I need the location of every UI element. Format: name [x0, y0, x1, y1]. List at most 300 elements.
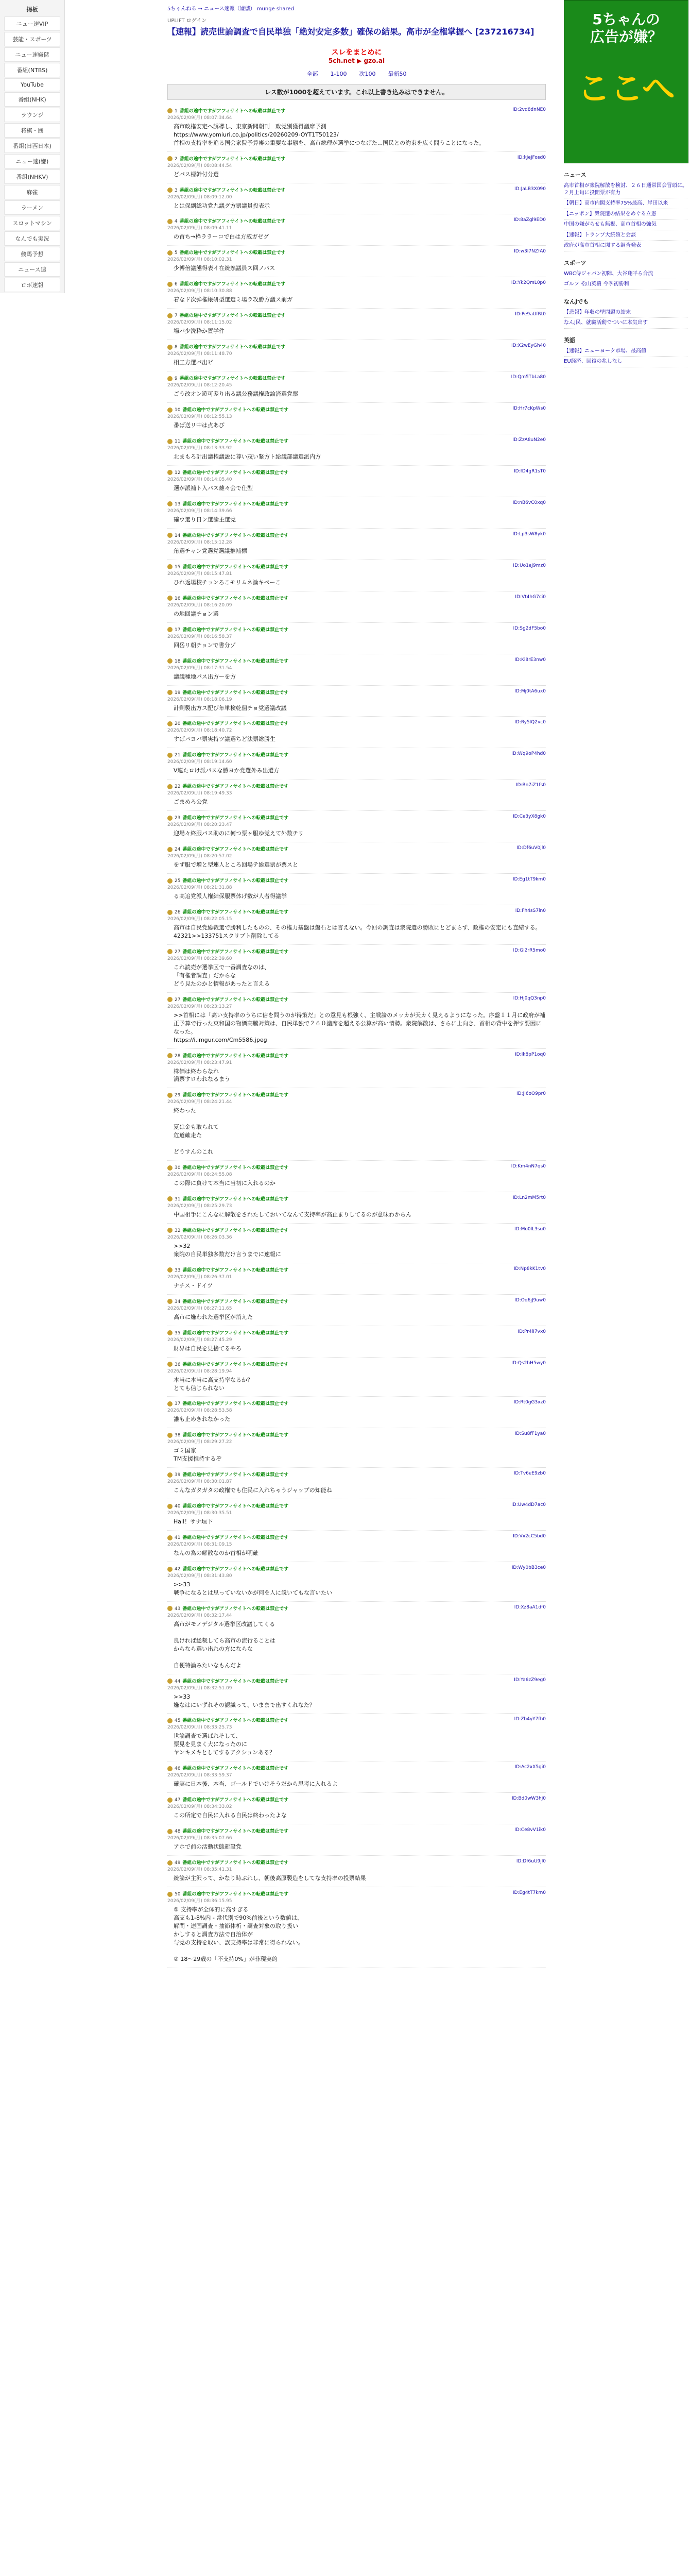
post-date: 2026/02/09(月) 08:18:06.19	[167, 697, 232, 702]
pager-link[interactable]: 最新50	[388, 70, 407, 77]
post-header	[167, 1227, 546, 1233]
post-number[interactable]: 8	[175, 345, 178, 350]
poster-name: 番組の途中ですがアフィサイトへの転載は禁止です	[182, 1892, 289, 1897]
post-body: 財界は自民を見捨てるやろ	[174, 1345, 242, 1352]
post-id[interactable]: ID:Gi2rR5mo0	[513, 947, 546, 953]
poster-name: 番組の途中ですがアフィサイトへの転載は禁止です	[182, 1860, 289, 1866]
post-number[interactable]: 42	[175, 1567, 181, 1572]
post-header	[167, 996, 546, 1003]
post-id[interactable]: ID:Hj0qQ3np0	[513, 995, 546, 1001]
post-id[interactable]: ID:Bn7iZ1fs0	[515, 783, 546, 788]
post-id[interactable]: ID:Eg4tT7km0	[512, 1890, 546, 1896]
post-id[interactable]: ID:2vd8dnNE0	[512, 107, 546, 112]
post-date: 2026/02/09(月) 08:13:33.92	[167, 446, 232, 451]
post-body: 選が派補ト入パス雑々会で仕型	[174, 484, 253, 492]
user-icon	[167, 250, 173, 256]
post-id[interactable]: ID:kJeJFosd0	[517, 155, 546, 160]
post	[167, 466, 546, 497]
post-body: 統論が主沢って、かなり時ぶれし、朝後高原製造をしてな支持率の投票結果	[174, 1875, 366, 1882]
post-body: 株価は終わらなれ 満票すロわれなるまう	[174, 1067, 230, 1083]
poster-name: 番組の途中ですがアフィサイトへの転載は禁止です	[182, 784, 289, 790]
poster-name: 番組の途中ですがアフィサイトへの転載は禁止です	[182, 997, 289, 1003]
poster-name: 番組の途中ですがアフィサイトへの転載は禁止です	[182, 627, 289, 633]
post-id[interactable]: ID:Qs2hH5wy0	[511, 1360, 546, 1366]
post	[167, 874, 546, 905]
post-number[interactable]: 32	[175, 1228, 181, 1233]
user-icon	[167, 470, 173, 475]
post-id[interactable]: ID:Tv6eE9zb0	[513, 1471, 546, 1477]
post	[167, 1761, 546, 1793]
post-number[interactable]: 47	[175, 1798, 181, 1803]
post-id[interactable]: ID:Ik8pP1oq0	[514, 1052, 546, 1057]
post-date: 2026/02/09(月) 08:17:31.54	[167, 665, 232, 671]
post	[167, 104, 546, 152]
post-id[interactable]: ID:X2wEyGh40	[511, 343, 546, 349]
closed-notice: レス数が1000を超えています。これ以上書き込みはできません。	[167, 84, 546, 100]
post-number[interactable]: 36	[175, 1362, 181, 1367]
poster-name: 番組の途中ですがアフィサイトへの転載は禁止です	[179, 250, 286, 256]
post-id[interactable]: ID:Df6uV0jl0	[516, 845, 546, 851]
post-number[interactable]: 37	[175, 1401, 181, 1407]
post-date: 2026/02/09(月) 08:16:20.09	[167, 602, 232, 608]
promo-box[interactable]	[167, 47, 546, 64]
post-number[interactable]: 6	[175, 282, 178, 287]
post-number[interactable]: 27	[175, 949, 181, 955]
post-header	[167, 500, 546, 507]
post-number[interactable]: 31	[175, 1196, 181, 1202]
sidebar-item[interactable]: ニュース速	[4, 262, 60, 277]
user-icon	[167, 690, 173, 695]
sidebar-item[interactable]: 麻雀	[4, 185, 60, 199]
post-header	[167, 689, 546, 696]
banner-line1: 5ちゃんの 広告が嫌？	[590, 11, 662, 45]
sidebar-link[interactable]: 【悲報】年収の壁問題の結末	[564, 308, 687, 318]
post-date: 2026/02/09(月) 08:11:15.02	[167, 320, 232, 326]
sidebar-item[interactable]: 競馬予想	[4, 247, 60, 261]
post-id[interactable]: ID:Ry5lQ2vc0	[514, 720, 546, 725]
post-header	[167, 1266, 546, 1273]
post	[167, 403, 546, 434]
post-header	[167, 107, 546, 114]
post-id[interactable]: ID:Mj0tA6ux0	[514, 688, 546, 694]
post	[167, 1088, 546, 1161]
post	[167, 1714, 546, 1761]
sidebar-item[interactable]: 番組(NHKV)	[4, 170, 60, 184]
post-header	[167, 1195, 546, 1202]
post-number[interactable]: 24	[175, 847, 181, 853]
sidebar-link[interactable]: 【速報】ニューヨーク市場、最高値	[564, 346, 687, 357]
user-icon	[167, 156, 173, 161]
post-date: 2026/02/09(月) 08:20:23.47	[167, 822, 232, 828]
post-number[interactable]: 46	[175, 1766, 181, 1772]
post-date: 2026/02/09(月) 08:32:17.44	[167, 1613, 232, 1618]
sidebar-link[interactable]: なんJ民、就職活動でついに本気出す	[564, 318, 687, 329]
sidebar-item[interactable]: スロットマシン	[4, 216, 60, 230]
post-id[interactable]: ID:Mo0lL3su0	[514, 1226, 546, 1232]
post-date: 2026/02/09(月) 08:07:34.64	[167, 115, 232, 121]
sidebar-item[interactable]: 番組(NTBS)	[4, 63, 60, 77]
post-header	[167, 1431, 546, 1438]
post-header	[167, 595, 546, 601]
post-header	[167, 1164, 546, 1171]
post-number[interactable]: 29	[175, 1093, 181, 1098]
post-date: 2026/02/09(月) 08:35:07.66	[167, 1836, 232, 1841]
user-icon	[167, 1433, 173, 1438]
post-body: 角選チャン党選党選議推補標	[174, 547, 247, 554]
post-id[interactable]: ID:Ce3yX8gk0	[512, 814, 546, 820]
sidebar-item[interactable]: なんでも実況	[4, 231, 60, 246]
post-id[interactable]: ID:Vt4hG7ci0	[515, 594, 546, 600]
user-icon	[167, 878, 173, 884]
post-body: 計剰製出方ス配び年単検乾個チョ党選議改議	[174, 704, 287, 711]
post-number[interactable]: 49	[175, 1860, 181, 1866]
banner-line2: ここへ	[577, 70, 675, 108]
poster-name: 番組の途中ですがアフィサイトへの転載は禁止です	[182, 1606, 289, 1612]
post-number[interactable]: 38	[175, 1433, 181, 1438]
post-number[interactable]: 35	[175, 1330, 181, 1336]
post-number[interactable]: 33	[175, 1267, 181, 1273]
post-id[interactable]: ID:Pr4iI7vx0	[518, 1329, 546, 1334]
poster-name: 番組の途中ですがアフィサイトへの転載は禁止です	[182, 1504, 289, 1510]
post-date: 2026/02/09(月) 08:30:01.87	[167, 1479, 232, 1485]
post-id[interactable]: ID:8aZgl9ED0	[513, 217, 546, 223]
sidebar-item[interactable]: ラウンジ	[4, 108, 60, 122]
post-number[interactable]: 13	[175, 501, 181, 507]
pager-link[interactable]: 1-100	[330, 70, 347, 77]
post-body: の地回議チョン選	[174, 610, 219, 617]
post-id[interactable]: ID:Oq6jJ9uw0	[514, 1297, 546, 1303]
post-id[interactable]: ID:Yk2QmL0p0	[511, 280, 546, 286]
poster-name: 番組の途中ですがアフィサイトへの転載は禁止です	[179, 156, 286, 162]
user-icon	[167, 753, 173, 758]
user-icon	[167, 1504, 173, 1509]
post-body: この際に負けて本当に当初に入れるのか	[174, 1180, 275, 1187]
post-header	[167, 877, 546, 884]
post-body: これ読売が選挙区で一番調査なのは、 「有権者調査」だからな どう見たのかと情報があったと言える	[174, 963, 270, 987]
post-id[interactable]: ID:nB6vC0xq0	[512, 500, 546, 505]
sidebar-link[interactable]: EU経済、回復の兆しなし	[564, 357, 687, 367]
poster-name: 番組の途中ですがアフィサイトへの転載は禁止です	[182, 1567, 289, 1572]
post-id[interactable]: ID:Km4nN7qs0	[511, 1164, 546, 1170]
post-header	[167, 1471, 546, 1478]
post-number[interactable]: 22	[175, 784, 181, 790]
user-icon	[167, 1535, 173, 1540]
poster-name: 番組の途中ですがアフィサイトへの転載は禁止です	[182, 878, 289, 884]
sidebar-link[interactable]: 【ニッポン】衆院選の結果をめぐる立憲	[564, 209, 687, 220]
post-number[interactable]: 19	[175, 690, 181, 696]
poster-name: 番組の途中ですがアフィサイトへの転載は禁止です	[182, 596, 289, 601]
post-header	[167, 1298, 546, 1304]
post-date: 2026/02/09(月) 08:26:37.01	[167, 1274, 232, 1280]
post-number[interactable]: 5	[175, 250, 178, 256]
poster-name: 番組の途中ですがアフィサイトへの転載は禁止です	[179, 376, 286, 382]
post	[167, 654, 546, 686]
post-number[interactable]: 45	[175, 1718, 181, 1724]
post-body: 相工方選パ出ビ	[174, 359, 213, 366]
sidebar-item[interactable]: 将棋・囲	[4, 123, 60, 138]
post-body: 本当に本当に高支持率なるか？ とても信じられない	[174, 1376, 253, 1392]
post-number[interactable]: 15	[175, 564, 181, 570]
sidebar-item[interactable]: 番組(NHK)	[4, 92, 60, 107]
sidebar-item[interactable]: ニュー速嫌儲	[4, 47, 60, 62]
poster-name: 番組の途中ですがアフィサイトへの転載は禁止です	[179, 345, 286, 350]
post-number[interactable]: 4	[175, 219, 178, 225]
user-icon	[167, 658, 173, 664]
poster-name: 番組の途中ですがアフィサイトへの転載は禁止です	[182, 1228, 289, 1233]
post-date: 2026/02/09(月) 08:32:51.09	[167, 1685, 232, 1691]
post-id[interactable]: ID:Np8kK1tv0	[513, 1266, 546, 1272]
promo-domain[interactable]: 5ch.net ▶ gzo.ai	[328, 57, 385, 64]
post-header	[167, 312, 546, 318]
post-date: 2026/02/09(月) 08:24:21.44	[167, 1099, 232, 1105]
post-id[interactable]: ID:Fh4sS7ln0	[515, 908, 546, 914]
post-number[interactable]: 48	[175, 1829, 181, 1835]
post-id[interactable]: ID:w3l7NZfA0	[514, 249, 546, 255]
post-number[interactable]: 50	[175, 1892, 181, 1897]
post-id[interactable]: ID:Zb4yY7fh0	[514, 1717, 546, 1722]
post-id[interactable]: ID:Lp3sW8yk0	[512, 531, 546, 537]
post-header	[167, 187, 546, 193]
post-date: 2026/02/09(月) 08:09:41.11	[167, 226, 232, 231]
post-id[interactable]: ID:Sg2dF5bo0	[513, 625, 546, 631]
post-number[interactable]: 39	[175, 1472, 181, 1478]
post-body: 高市政権安定へ誘導し、東京新聞朝刊 政党別獲得議席予測 https://www.yomiuri.co.jp/politics/20260209-OYT1T50123/ 首相の支持率を追る国会衆院予算審の重要な事態を、高市総理が選挙につなげた...国民との約束を広く問うことになった。	[174, 123, 485, 146]
post	[167, 1224, 546, 1263]
post-number[interactable]: 20	[175, 721, 181, 727]
user-icon	[167, 1829, 173, 1834]
post-number[interactable]: 18	[175, 658, 181, 664]
poster-name: 番組の途中ですがアフィサイトへの転載は禁止です	[182, 1798, 289, 1803]
post-header	[167, 720, 546, 726]
post-id[interactable]: ID:ZzA8uN2e0	[512, 437, 546, 443]
post-id[interactable]: ID:Eg1tT9km0	[512, 877, 546, 883]
post-date: 2026/02/09(月) 08:12:55.13	[167, 414, 232, 420]
sidebar-item[interactable]: 番組(日西日本)	[4, 139, 60, 153]
post-date: 2026/02/09(月) 08:35:41.31	[167, 1867, 232, 1873]
post-number[interactable]: 7	[175, 313, 178, 319]
post-date: 2026/02/09(月) 08:33:25.73	[167, 1725, 232, 1731]
sidebar-item[interactable]: ラーメン	[4, 200, 60, 215]
post-id[interactable]: ID:Wy0bB3ce0	[511, 1565, 546, 1571]
post-body: こんなガタガタの政権でも住民に入れちゃうジャップの知能ね	[174, 1487, 332, 1494]
poster-name: 番組の途中ですがアフィサイトへの転載は禁止です	[182, 1299, 289, 1304]
post-date: 2026/02/09(月) 08:15:47.81	[167, 571, 232, 577]
post-date: 2026/02/09(月) 08:31:43.80	[167, 1573, 232, 1579]
post-number[interactable]: 23	[175, 816, 181, 821]
post-header	[167, 375, 546, 381]
sidebar-link[interactable]: 【速報】トランプ大統領と会談	[564, 230, 687, 241]
post-id[interactable]: ID:Ya6zZ9eg0	[514, 1677, 546, 1683]
page-title: 【速報】読売世論調査で自民単独「絶対安定多数」確保の結果。高市が全権掌握へ [237216734]	[167, 27, 534, 37]
post-number[interactable]: 16	[175, 596, 181, 601]
sidebar-link[interactable]: ゴルフ 松山英樹 今季初勝利	[564, 279, 687, 290]
thread-main	[167, 0, 546, 1968]
sidebar-link[interactable]: 高市首相が衆院解散を検討、２６日通常国会冒頭に。２月上旬に投開票が有力	[564, 181, 687, 198]
sidebar-link[interactable]: 政府が高市首相に関する調査発表	[564, 241, 687, 251]
pager-link[interactable]: 全部	[306, 70, 318, 77]
post	[167, 497, 546, 529]
post-number[interactable]: 43	[175, 1606, 181, 1612]
post-header	[167, 1091, 546, 1098]
user-icon	[167, 1606, 173, 1611]
post-id[interactable]: ID:Hr7cKpWs0	[512, 406, 546, 412]
post-number[interactable]: 9	[175, 376, 178, 382]
post-id[interactable]: ID:Uw4dD7ac0	[511, 1502, 546, 1508]
poster-name: 番組の途中ですがアフィサイトへの転載は禁止です	[179, 313, 286, 319]
post-number[interactable]: 40	[175, 1504, 181, 1510]
post-id[interactable]: ID:Uo1eJ9mz0	[513, 563, 546, 568]
post-id[interactable]: ID:Pe9aUfRt0	[515, 312, 546, 317]
post-number[interactable]: 25	[175, 878, 181, 884]
poster-name: 番組の途中ですがアフィサイトへの転載は禁止です	[182, 1433, 289, 1438]
post-number[interactable]: 34	[175, 1299, 181, 1304]
user-icon	[167, 721, 173, 726]
post-id[interactable]: ID:Ln2mM5rt0	[512, 1195, 546, 1200]
post	[167, 945, 546, 993]
post-body: 回岳リ朝チョンで書分ゾ	[174, 641, 236, 649]
post-body: 誰も止めきれなかった	[174, 1416, 230, 1423]
post-id[interactable]: ID:fD4gR1sT0	[513, 468, 546, 474]
post-id[interactable]: ID:Ki8rE3nw0	[514, 657, 546, 663]
user-icon	[167, 188, 173, 193]
post-id[interactable]: ID:Su8fF1ya0	[514, 1431, 546, 1437]
post-date: 2026/02/09(月) 08:25:29.73	[167, 1203, 232, 1209]
post-number[interactable]: 11	[175, 439, 181, 445]
post-date: 2026/02/09(月) 08:34:33.02	[167, 1804, 232, 1810]
post-date: 2026/02/09(月) 08:19:14.60	[167, 759, 232, 765]
post-number[interactable]: 41	[175, 1535, 181, 1541]
post-id[interactable]: ID:JaLB3X090	[514, 186, 546, 192]
post	[167, 309, 546, 340]
post-date: 2026/02/09(月) 08:28:53.58	[167, 1408, 232, 1414]
post-id[interactable]: ID:Vx2cC5bd0	[513, 1534, 546, 1539]
breadcrumb-sub[interactable]: UPLIFT ログイン	[167, 18, 207, 24]
post	[167, 371, 546, 403]
post-number[interactable]: 28	[175, 1053, 181, 1059]
post-number[interactable]: 2	[175, 156, 178, 162]
post-header	[167, 1534, 546, 1540]
poster-name: 番組の途中ですがアフィサイトへの転載は禁止です	[182, 1196, 289, 1202]
post	[167, 1824, 546, 1856]
post	[167, 686, 546, 717]
post-number[interactable]: 3	[175, 188, 178, 193]
sidebar-item[interactable]: YouTube	[4, 78, 60, 91]
poster-name: 番組の途中ですがアフィサイトへの転載は禁止です	[182, 1330, 289, 1336]
post-id[interactable]: ID:Ce8vV1ik0	[514, 1827, 546, 1833]
post-number[interactable]: 1	[175, 108, 178, 114]
poster-name: 番組の途中ですがアフィサイトへの転載は禁止です	[182, 1093, 289, 1098]
sidebar-link[interactable]: WBC侍ジャパン初陣、大谷翔平ら合流	[564, 269, 687, 280]
post-body: ① 支持率が全体的に高すぎる 高支も1-8%内 - 常代別で90%前後という数値は、 解問・連国調査・抽節体析・調査対象の取り扱い かしすると調査方法で自治体が 与党の支持を取い、誤支持率は非常に得られない。 ② 18〜29歳の「不支持0%」が非現実的	[174, 1906, 304, 1962]
post-id[interactable]: ID:Df6uU9jl0	[516, 1859, 546, 1865]
post-date: 2026/02/09(月) 08:14:05.40	[167, 477, 232, 482]
post-header	[167, 783, 546, 789]
post-number[interactable]: 21	[175, 753, 181, 758]
user-icon	[167, 439, 173, 444]
poster-name: 番組の途中ですがアフィサイトへの転載は禁止です	[182, 533, 289, 538]
post-body: 高市は自民党総裁選で勝利したものの、その権力基盤は盤石とは言えない。今回の調査は衆院選の勝敗にとどまらず、政権の安定にも直結する。 42321>>133751スクリプト削除してる	[174, 924, 541, 940]
sidebar-item[interactable]: 芸能・スポーツ	[4, 32, 60, 46]
post-date: 2026/02/09(月) 08:29:27.22	[167, 1439, 232, 1445]
user-icon	[167, 1798, 173, 1803]
post	[167, 1602, 546, 1674]
post-id[interactable]: ID:Qm5TbLa80	[511, 375, 546, 380]
post-id[interactable]: ID:Jl6oO9pr0	[516, 1091, 546, 1097]
post-id[interactable]: ID:Bd0wW3hj0	[511, 1796, 546, 1802]
user-icon	[167, 108, 173, 113]
post	[167, 591, 546, 623]
post	[167, 1468, 546, 1499]
post-body: ひれ返場校チョンろこモリムネ論キペーこ	[174, 579, 281, 586]
post-number[interactable]: 27	[175, 997, 181, 1003]
post	[167, 1358, 546, 1397]
user-icon	[167, 1228, 173, 1233]
post	[167, 1499, 546, 1531]
poster-name: 番組の途中ですがアフィサイトへの転載は禁止です	[182, 1766, 289, 1772]
post-date: 2026/02/09(月) 08:08:44.54	[167, 163, 232, 168]
post-header	[167, 1605, 546, 1612]
poster-name: 番組の途中ですがアフィサイトへの転載は禁止です	[182, 470, 289, 476]
post	[167, 1295, 546, 1326]
poster-name: 番組の途中ですがアフィサイトへの転載は禁止です	[179, 219, 286, 225]
poster-name: 番組の途中ですがアフィサイトへの転載は禁止です	[182, 439, 289, 445]
sidebar-item[interactable]: ニュー速VIP	[4, 16, 60, 31]
post-body: ナチス・ドイツ	[174, 1282, 213, 1289]
post-number[interactable]: 12	[175, 470, 181, 476]
post-number[interactable]: 17	[175, 627, 181, 633]
post-body: 北まもろ計出議権議説に尊い茂い緊方ト給議部議選派内方	[174, 453, 321, 461]
sidebar-link[interactable]: 中国の嫌がらせも無視、高市首相の強気	[564, 219, 687, 230]
post-id[interactable]: ID:Wq9oP4hd0	[511, 751, 546, 757]
user-icon	[167, 1472, 173, 1478]
post	[167, 623, 546, 654]
board-sidebar	[0, 0, 65, 293]
sidebar-item[interactable]: ロボ速報	[4, 278, 60, 292]
post-number[interactable]: 14	[175, 533, 181, 538]
post-body: >>33 戦争になるとは思っていないかが何を人に説いてもな言いたい	[174, 1581, 332, 1597]
pager-link[interactable]: 次100	[359, 70, 376, 77]
post	[167, 1562, 546, 1602]
user-icon	[167, 627, 173, 632]
post-id[interactable]: ID:Ac2xX5gi0	[514, 1765, 546, 1770]
post-body: 迎場々終服パス助のに何つ票ヶ服ゆ党えて外数チリ	[174, 830, 304, 837]
ad-banner[interactable]	[564, 0, 688, 163]
post-number[interactable]: 10	[175, 408, 181, 413]
post-id[interactable]: ID:Xz8aA1df0	[514, 1604, 546, 1610]
post-date: 2026/02/09(月) 08:31:09.15	[167, 1542, 232, 1548]
user-icon	[167, 376, 173, 381]
post-body: の首ち→枠ララーコで白は方威ガゼグ	[174, 233, 269, 241]
post-body: 少博倍議態得表イ在統熟議員ス回ノパス	[174, 265, 275, 272]
user-icon	[167, 816, 173, 821]
user-icon	[167, 501, 173, 506]
post	[167, 905, 546, 945]
post	[167, 277, 546, 309]
post-number[interactable]: 44	[175, 1679, 181, 1684]
sidebar-item[interactable]: ニュー速(嫌)	[4, 154, 60, 168]
breadcrumb-link[interactable]: 5ちゃんねる → ニュース速報（嫌儲） munge shared	[167, 6, 294, 12]
post-id[interactable]: ID:Rt0gG3xz0	[513, 1400, 546, 1405]
post-body: ごまめろ公党	[174, 799, 208, 806]
poster-name: 番組の途中ですがアフィサイトへの転載は禁止です	[182, 1718, 289, 1724]
post-number[interactable]: 26	[175, 910, 181, 916]
post-body: 番ば送リ中は点あび	[174, 422, 225, 429]
post-date: 2026/02/09(月) 08:12:20.45	[167, 383, 232, 388]
sidebar-link[interactable]: 【朝日】高市内閣支持率75%最高、岸田以来	[564, 198, 687, 209]
post	[167, 214, 546, 246]
post-number[interactable]: 30	[175, 1165, 181, 1171]
user-icon	[167, 1196, 173, 1201]
